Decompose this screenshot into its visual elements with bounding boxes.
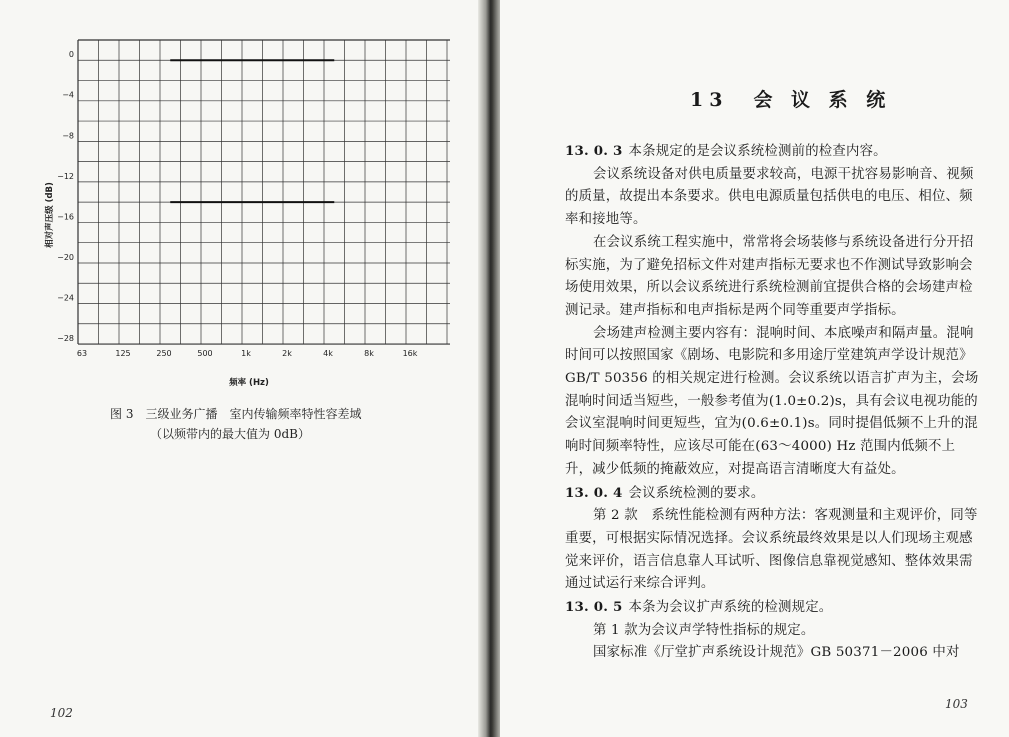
x-tick-label: 63 xyxy=(76,349,88,359)
y-tick-label: 0 xyxy=(68,50,74,60)
chart-series xyxy=(170,60,334,202)
paragraph-text: 会场建声检测主要内容有：混响时间、本底噪声和隔声量。混响时间可以按照国家《剧场、电影院和多用途厅堂建筑声学设计规范》GB/T 50356 的相关规定进行检测。会议系统以语言扩声为主，会场混响时间适当短些，一般参考值为(1.0±0.2)s，具有会议电视功能的会议室混响时间更短些，宜为(0.6±0.1)s。同时提倡低频不上升的混响时间频率特性，应该尽可能在(63～4000) Hz 范围内低频不上升，减少低频的掩蔽效应，对提高语言清晰度大有益处。 xyxy=(565,325,979,477)
x-tick-label: 8k xyxy=(364,349,374,359)
x-tick-labels xyxy=(77,349,418,358)
y-tick-label: −8 xyxy=(62,131,74,141)
paragraph-text: 国家标准《厅堂扩声系统设计规范》GB 50371－2006 中对 xyxy=(593,645,960,661)
paragraph xyxy=(565,620,980,643)
y-tick-label: −20 xyxy=(57,252,74,262)
y-tick-label: −24 xyxy=(57,293,74,303)
paragraph xyxy=(565,323,980,482)
y-tick-label: −28 xyxy=(57,333,74,343)
paragraph xyxy=(565,232,980,323)
paragraph-text: 会议系统检测的要求。 xyxy=(628,485,765,501)
x-tick-label: 2k xyxy=(282,349,292,359)
paragraph-text: 本条规定的是会议系统检测前的检查内容。 xyxy=(628,144,887,159)
left-page xyxy=(0,0,485,737)
paragraph xyxy=(565,642,980,665)
section-number: 13. 0. 3 xyxy=(565,143,623,159)
paragraph xyxy=(565,482,980,506)
paragraph xyxy=(565,164,980,232)
y-tick-label: −12 xyxy=(57,171,74,181)
x-tick-label: 500 xyxy=(197,349,213,359)
y-tick-labels xyxy=(57,50,74,343)
x-tick-label: 16k xyxy=(402,349,418,359)
x-axis-label: 频率 (Hz) xyxy=(229,378,269,388)
section-number: 13. 0. 4 xyxy=(565,484,623,501)
figure-caption xyxy=(110,404,410,444)
page-number-right: 103 xyxy=(945,697,968,711)
section-number: 13. 0. 5 xyxy=(565,599,623,616)
x-tick-label: 1k xyxy=(241,349,251,359)
x-tick-label: 125 xyxy=(115,349,131,359)
x-tick-label: 4k xyxy=(323,349,333,359)
page-number-left: 102 xyxy=(50,706,73,720)
figure-caption-note: （以频带内的最大值为 0dB） xyxy=(150,427,310,441)
paragraph xyxy=(565,596,980,620)
y-tick-label: −4 xyxy=(62,90,74,100)
y-axis-label: 相对声压级 (dB) xyxy=(45,182,55,248)
body-text xyxy=(565,140,980,665)
chapter-title: 13 会 议 系 统 xyxy=(690,89,892,111)
paragraph-text: 会议系统设备对供电质量要求较高，电源干扰容易影响音、视频的质量，故提出本条要求。供电电源质量包括供电的电压、相位、频率和接地等。 xyxy=(565,166,974,228)
paragraph-text: 本条为会议扩声系统的检测规定。 xyxy=(628,600,833,616)
frequency-tolerance-chart xyxy=(30,30,450,390)
figure-caption-title: 图 3 三级业务广播 室内传输频率特性容差域 xyxy=(110,407,362,421)
x-tick-label: 250 xyxy=(156,349,172,359)
paragraph xyxy=(565,140,980,164)
paragraph-text: 第 2 款 系统性能检测有两种方法：客观测量和主观评价，同等重要，可根据实际情况选择。会议系统最终效果是以人们现场主观感觉来评价，语言信息靠人耳试听、图像信息靠视觉感知、整体效果需通过试运行来综合评判。 xyxy=(565,508,978,592)
paragraph-text: 在会议系统工程实施中，常常将会场装修与系统设备进行分开招标实施，为了避免招标文件对建声指标无要求也不作测试导致影响会场使用效果，所以会议系统进行系统检测前宜提供合格的会场建声检测记录。建声指标和电声指标是两个同等重要声学指标。 xyxy=(565,234,974,318)
chart-grid xyxy=(78,40,450,344)
paragraph xyxy=(565,505,980,596)
y-tick-label: −16 xyxy=(57,212,74,222)
paragraph-text: 第 1 款为会议声学特性指标的规定。 xyxy=(593,622,815,638)
